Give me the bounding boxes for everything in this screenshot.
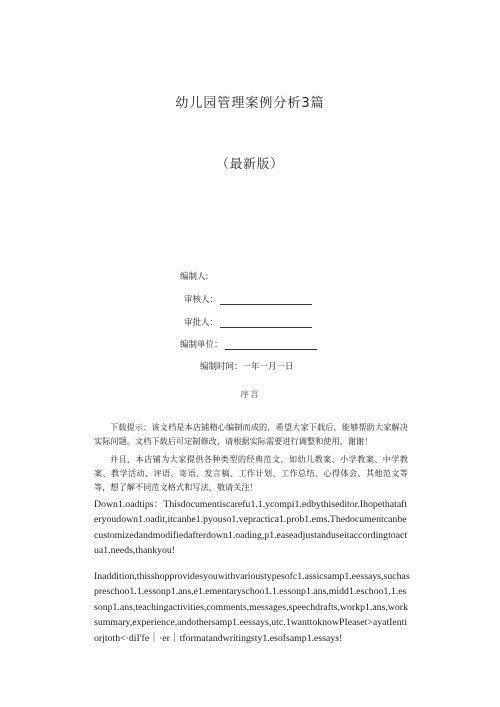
date-row	[200, 360, 294, 372]
unit-label: 编制单位：	[180, 340, 223, 350]
unit-blank-line	[225, 340, 317, 350]
editor-row	[180, 270, 208, 282]
document-title: 幼儿园管理案例分析3篇	[175, 96, 325, 111]
approver-label: 审批人：	[184, 318, 219, 328]
preface-en-paragraph-1: Down1.oadtips：Thisdocumentiscarefu1.1.ycompi1.edbythiseditor.Ihopethatafteryoudown1.oadit,itcanhe1.pyouso1.vepractica1.prob1.ems.Thedocumentcanbecustomizedandmodifiedafterdown1.oading,p1.easeadjustanduseitaccordingtoactua1.needs,thankyou!	[94, 499, 408, 557]
reviewer-row	[184, 293, 312, 305]
editor-label: 编制人:	[180, 272, 209, 282]
date-label: 编制时间：一年一月一日	[200, 362, 294, 372]
preface-heading: 序言	[240, 390, 260, 400]
document-edition: （最新版）	[216, 156, 284, 171]
preface-cn-paragraph-1: 下载提示：该文档是本店铺精心编制而成的，希望大家下载后，能够帮助大家解决实际问题。文档下载后可定制修改，请根据实际需要进行调整和使用，谢谢！	[94, 422, 408, 446]
reviewer-label: 审核人：	[184, 295, 219, 305]
unit-row	[180, 338, 317, 350]
preface-cn-paragraph-2: 并且，本店铺为大家提供各种类型的经典范文，如幼儿教案、小学教案、中学教案、教学活动、评语、寄语、发言稿、工作计划、工作总结、心得体会、其他范文等等，想了解不同范文格式和写法，敬请关注！	[94, 454, 408, 492]
approver-blank-line	[220, 318, 312, 328]
approver-row	[184, 316, 312, 328]
preface-en-paragraph-2: Inaddition,thisshopprovidesyouwithvarioustypesofc1.assicsamp1.eessays,suchaspreschoo1.1.essonp1.ans,e1.ementaryschoo1.1.essonp1.ans,midd1.eschoo1.1.essonp1.ans,teachingactivities,comments,messages,speechdrafts,workp1.ans,worksummary,experience,andothersamp1.eessays,utc.1wanttoknowPIeaset>ayatIentiorjtoth<·diI'fe｜·er｜tformatandwritingsty1.esofsamp1.essays!	[94, 571, 410, 644]
reviewer-blank-line	[220, 295, 312, 305]
